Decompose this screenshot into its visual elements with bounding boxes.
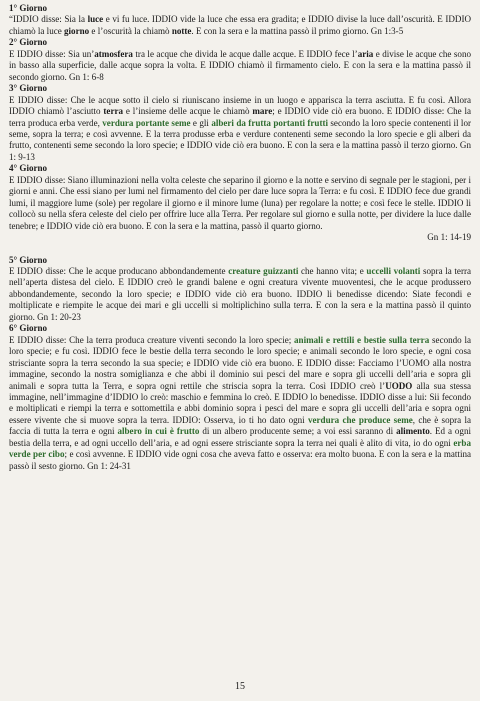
text-run: ; e così avvenne. E IDDIO vide ogni cosa che aveva fatto e osserva: era molto buona. E con la sera e la mattina passò il sesto giorno. Gn 1: 24-31: [9, 449, 471, 471]
day-section: [9, 3, 471, 37]
day-paragraph: [9, 95, 471, 164]
day-paragraph: [9, 49, 471, 83]
emphasized-text: atmosfera: [94, 48, 133, 59]
emphasized-text: terra: [103, 106, 124, 117]
emphasized-text: aria: [357, 48, 374, 59]
text-run: che hanno vita; e: [298, 265, 367, 276]
emphasized-text: verdura che produce seme: [308, 414, 413, 425]
emphasized-text: luce: [87, 14, 104, 25]
text-run: e divise le acque che sono in basso alla superficie, dalle acque sopra la volta. E IDDIO chiamò il firmamento cielo. E con la sera e la mattina passò il secondo giorno. Gn 1: 6-8: [9, 48, 471, 82]
day-heading: 5° Giorno: [9, 254, 48, 265]
emphasized-text: creature guizzanti: [228, 265, 299, 276]
text-run: ; e IDDIO vide ciò era buono. E IDDIO disse: Che la terra produca erba verde,: [9, 106, 471, 128]
text-run: e l’insieme delle acque le chiamò: [123, 106, 253, 117]
text-run: “IDDIO disse: Sia la: [9, 14, 88, 25]
text-run: e l’oscurità la chiamò: [89, 25, 172, 36]
day-section: [9, 37, 471, 83]
day-paragraph: [9, 14, 471, 37]
emphasized-text: uccelli volanti: [366, 265, 421, 276]
text-run: . E con la sera e la mattina passò il primo giorno. Gn 1:3-5: [191, 25, 404, 36]
text-run: . Ed a ogni bestia della terra, e ad ogni uccello dell’aria, e ad ogni essere strisciante sopra la terra nei quali è alito di vita, io do ogni: [9, 426, 471, 448]
verse-reference: Gn 1: 14-19: [427, 232, 471, 243]
day-paragraph: [9, 335, 471, 472]
emphasized-text: mare: [252, 106, 273, 117]
day-heading: 6° Giorno: [9, 323, 48, 334]
day-section: [9, 163, 471, 243]
day-heading: 1° Giorno: [9, 3, 48, 13]
emphasized-text: giorno: [64, 25, 90, 36]
text-run: tra le acque che divida le acque dalle acque. E IDDIO fece l’: [132, 48, 358, 59]
day-heading: 2° Giorno: [9, 37, 48, 48]
text-run: e gli: [190, 117, 212, 128]
day-heading: 4° Giorno: [9, 163, 48, 174]
day-section: [9, 323, 471, 472]
text-run: di un albero producente seme; a voi essi saranno di: [199, 426, 397, 437]
document-body: [9, 3, 471, 472]
text-run: e vi fu luce. IDDIO vide la luce che essa era gradita; e IDDIO divise la luce dall’oscurità. E IDDIO chiamò la luce: [9, 14, 471, 36]
text-run: sopra la terra nell’aperta distesa del cielo. E IDDIO creò le grandi balene e ogni creatura vivente muoventesi, che le acque produssero abbondandemente, secondo la loro specie; e IDDIO vide ciò era buono. IDDIO li benedisse dicendo: Siate fecondi e moltiplicate e riempite le acque dei mari e gli uccelli si moltiplichino sulla terra. E con la sera e la mattina passò il quinto giorno. Gn 1: 20-23: [9, 265, 471, 322]
text-run: secondo la loro specie contenenti il lor seme, sopra la terra; e così avvenne. E la terra produsse erba e verdure contenenti seme secondo la loro specie e gli alberi da frutto, contenenti seme secondo la loro specie; e IDDIO vide ciò era buono. E con la sera e la mattina passò il terzo giorno. Gn 1: 9-13: [9, 117, 471, 162]
page-number: 15: [235, 681, 245, 692]
emphasized-text: alberi da frutta portanti frutti: [211, 117, 328, 128]
day-section: [9, 255, 471, 324]
emphasized-text: notte: [171, 25, 192, 36]
text-run: alla sua stessa immagine, nell’immagine d’IDDIO lo creò: maschio e femmina lo creò. E IDDIO lo benedisse. IDDIO disse a lui: Sii fecondo e moltiplicati e riempi la terra e sottomettila e abbi dominio sopra i pesci del mare e sopra gli uccelli dell’aria e sopra ogni essere vivente che si muove sopra la terra. IDDIO: Osserva, io ti ho dato ogni: [9, 380, 471, 425]
day-paragraph: [9, 175, 471, 232]
text-run: E IDDIO disse: Che la terra produca creature viventi secondo la loro specie;: [9, 334, 295, 345]
day-paragraph: [9, 266, 471, 323]
emphasized-text: UODO: [385, 380, 413, 391]
text-run: E IDDIO disse: Che le acque sotto il cielo si riuniscano insieme in un luogo e apparisca la terra asciutta. E fu così. Allora IDDIO chiamò l’asciutto: [9, 94, 471, 117]
text-run: secondo la loro specie; e fu così. IDDIO fece le bestie della terra secondo le loro specie; e animali secondo le loro specie, e ogni cosa strisciante sopra la terra secondo la sua specie; e IDDIO vide ciò era buono. E IDDIO disse: Facciamo l’UOMO alla nostra immagine, secondo la nostra somiglianza e che abbi il dominio sui pesci del mare e sopra gli uccelli dell’aria e sopra gli animali e sopra tutta la Terra, e sopra ogni rettile che striscia sopra la terra. Così IDDIO creò l’: [9, 334, 472, 391]
text-run: E IDDIO disse: Siano illuminazioni nella volta celeste che separino il giorno e la notte e servino di segnale per le stagioni, per i giorni e anni. Che essi siano per lumi nel firmamento del cielo per dare luce sopra la Terra: e fu così. E IDDIO fece due grandi lumi, il maggiore lume (sole) per regolare il giorno e il minore lume (luna) per regolare la notte; e così fece le stelle. IDDIO li collocò su nella sfera celeste del cielo per offrire luce alla Terra. Per regolare sul giorno e sulla notte, per dividere la luce dalle tenebre; e IDDIO vide ciò era buono. E con la sera e la mattina, passò il quarto giorno.: [9, 174, 471, 231]
text-run: E IDDIO disse: Sia un’: [9, 48, 95, 59]
text-run: , che è sopra la faccia di tutta la terra e ogni: [9, 414, 471, 437]
emphasized-text: erba verde per cibo: [9, 437, 471, 460]
day-heading: 3° Giorno: [9, 83, 48, 94]
day-section: [9, 83, 471, 163]
emphasized-text: animali e rettili e bestie sulla terra: [294, 334, 430, 345]
emphasized-text: verdura portante seme: [102, 117, 191, 128]
emphasized-text: alimento: [396, 426, 430, 437]
emphasized-text: albero in cui è frutto: [117, 426, 200, 437]
text-run: E IDDIO disse: Che le acque producano abbondandemente: [9, 265, 229, 276]
